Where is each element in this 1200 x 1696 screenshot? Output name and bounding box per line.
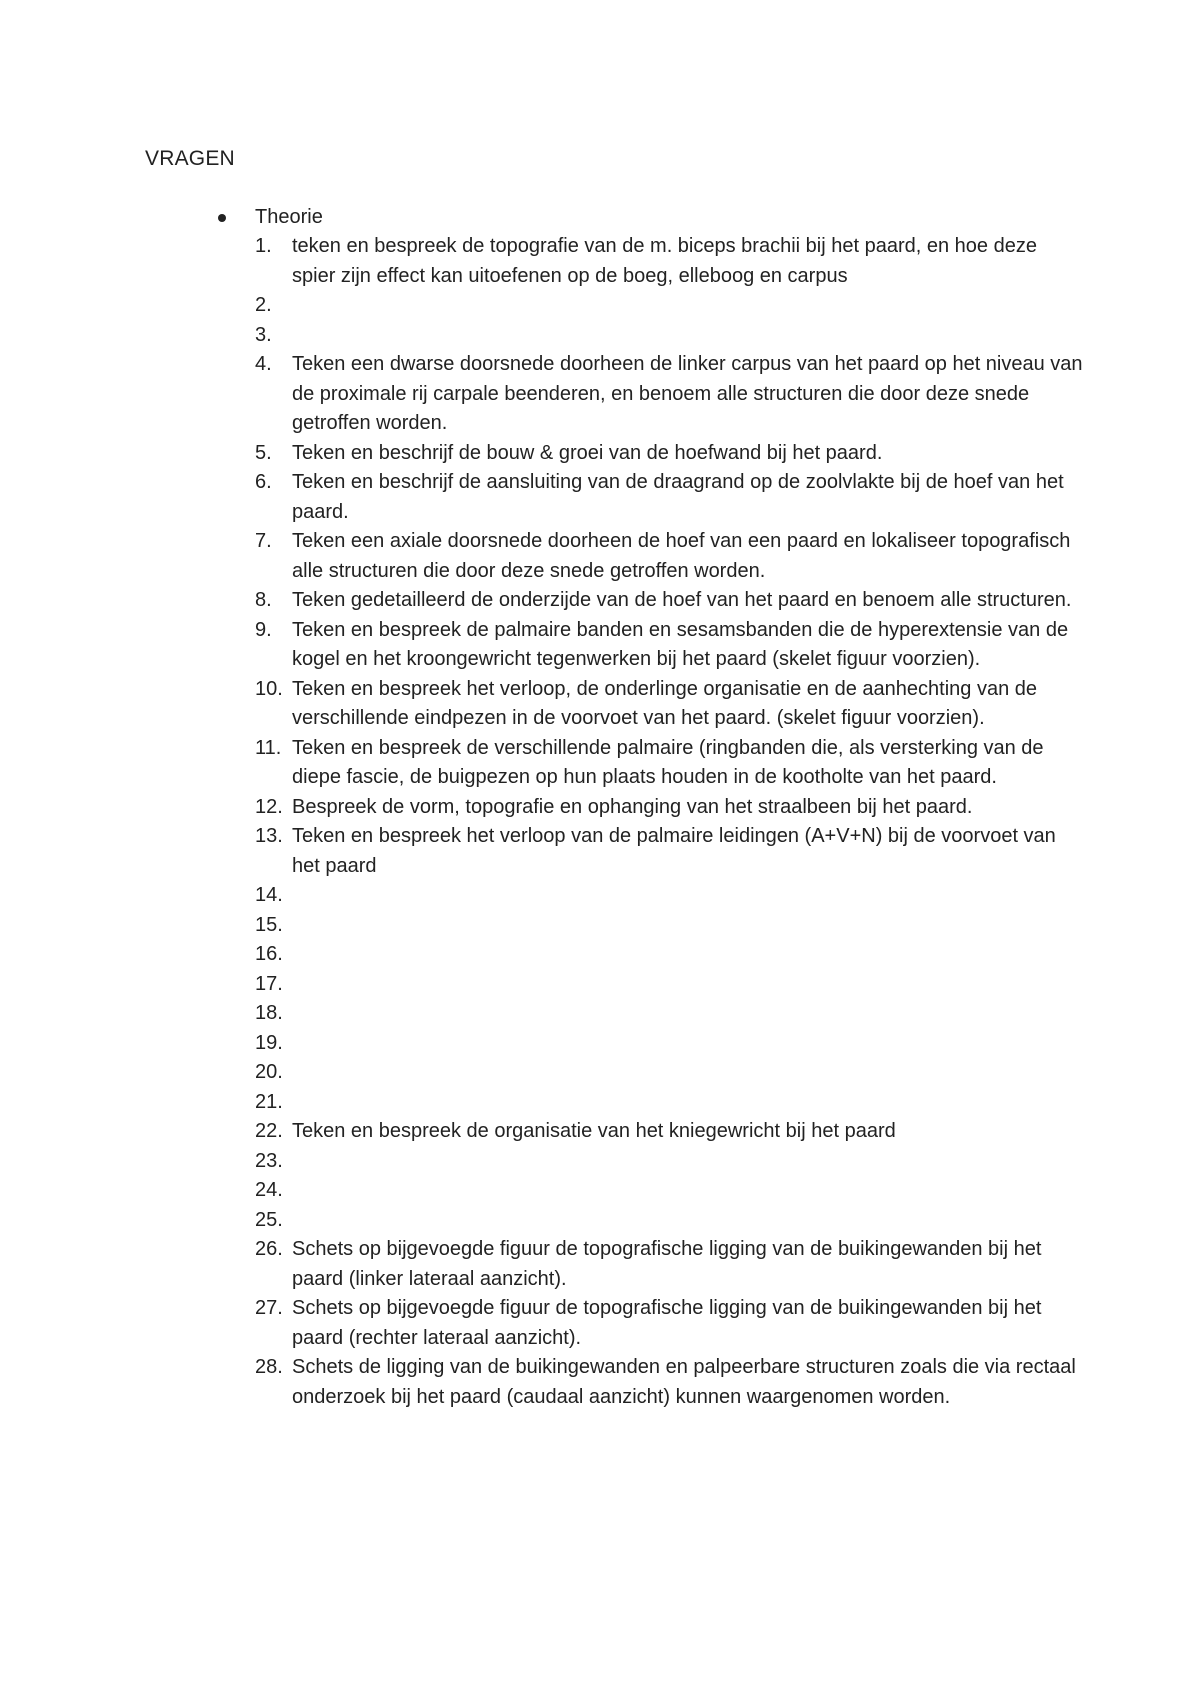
question-number: 26.	[255, 1238, 283, 1260]
question-number: 22.	[255, 1120, 283, 1142]
question-number: 13.	[255, 825, 283, 847]
question-number: 11.	[255, 736, 282, 759]
question-item	[255, 439, 1085, 469]
question-text: Teken gedetailleerd de onderzijde van de hoef van het paard en benoem alle structuren.	[292, 589, 1072, 611]
question-item	[255, 527, 1085, 586]
document-title: VRAGEN	[145, 147, 235, 170]
question-item	[255, 1235, 1085, 1294]
question-text: Teken een dwarse doorsnede doorheen de linker carpus van het paard op het niveau van de proximale rij carpale beenderen, en benoem alle structuren die door deze snede getroffen worden.	[292, 353, 1083, 434]
question-number: 15.	[255, 913, 283, 936]
question-item	[255, 1147, 1085, 1177]
question-item	[255, 616, 1085, 675]
question-number: 2.	[255, 294, 272, 316]
question-text: Bespreek de vorm, topografie en ophanging van het straalbeen bij het paard.	[292, 795, 973, 818]
question-item	[255, 822, 1085, 881]
question-text: Teken een axiale doorsnede doorheen de hoef van een paard en lokaliseer topografisch alle structuren die door deze snede getroffen worden.	[292, 530, 1071, 582]
question-item	[255, 675, 1085, 734]
question-item	[255, 940, 1085, 970]
question-number: 16.	[255, 943, 283, 965]
question-number: 7.	[255, 530, 272, 552]
question-item	[255, 232, 1085, 291]
question-item	[255, 1176, 1085, 1206]
question-item	[255, 321, 1085, 351]
question-text: Schets op bijgevoegde figuur de topografische ligging van de buikingewanden bij het paard (linker lateraal aanzicht).	[292, 1238, 1042, 1290]
question-item	[255, 291, 1085, 321]
question-text: Schets op bijgevoegde figuur de topografische ligging van de buikingewanden bij het paard (rechter lateraal aanzicht).	[292, 1297, 1042, 1349]
question-number: 14.	[255, 884, 283, 906]
question-item	[255, 970, 1085, 1000]
question-text: Teken en bespreek de verschillende palmaire (ringbanden die, als versterking van de diepe fascie, de buigpezen op hun plaats houden in de kootholte van het paard.	[292, 736, 1044, 788]
question-item	[255, 793, 1085, 823]
question-number: 20.	[255, 1061, 283, 1083]
question-number: 23.	[255, 1149, 283, 1172]
question-item	[255, 1058, 1085, 1088]
question-text: Teken en bespreek het verloop van de palmaire leidingen (A+V+N) bij de voorvoet van het paard	[292, 825, 1056, 877]
question-item	[255, 999, 1085, 1029]
question-item	[255, 911, 1085, 941]
question-text: Teken en beschrijf de bouw & groei van de hoefwand bij het paard.	[292, 441, 883, 464]
question-number: 5.	[255, 441, 272, 464]
question-number: 1.	[255, 235, 272, 257]
question-number: 18.	[255, 1002, 283, 1024]
question-number: 19.	[255, 1031, 283, 1054]
question-item	[255, 1206, 1085, 1236]
question-number: 25.	[255, 1208, 283, 1231]
question-number: 21.	[255, 1090, 283, 1113]
question-number: 27.	[255, 1297, 283, 1319]
question-item	[255, 1294, 1085, 1353]
question-item	[255, 1088, 1085, 1118]
question-item	[255, 1029, 1085, 1059]
question-item	[255, 1117, 1085, 1147]
question-text: Teken en bespreek de palmaire banden en sesamsbanden die de hyperextensie van de kogel en het kroongewricht tegenwerken bij het paard (skelet figuur voorzien).	[292, 618, 1069, 670]
question-number: 24.	[255, 1179, 283, 1201]
question-text: teken en bespreek de topografie van de m. biceps brachii bij het paard, en hoe deze spier zijn effect kan uitoefenen op de boeg, elleboog en carpus	[292, 235, 1037, 287]
question-number: 6.	[255, 471, 272, 493]
question-text: Teken en bespreek het verloop, de onderlinge organisatie en de aanhechting van de verschillende eindpezen in de voorvoet van het paard. (skelet figuur voorzien).	[292, 677, 1037, 729]
question-number: 28.	[255, 1356, 283, 1378]
question-number: 8.	[255, 589, 272, 611]
question-item	[255, 468, 1085, 527]
question-number: 4.	[255, 353, 272, 375]
question-list	[255, 232, 1085, 1412]
question-text: Schets de ligging van de buikingewanden en palpeerbare structuren zoals die via rectaal onderzoek bij het paard (caudaal aanzicht) kunnen waargenomen worden.	[292, 1356, 1076, 1408]
question-number: 17.	[255, 972, 283, 995]
question-item	[255, 586, 1085, 616]
section-bullet	[218, 203, 323, 232]
bullet-icon	[218, 214, 226, 222]
question-item	[255, 350, 1085, 439]
question-text: Teken en bespreek de organisatie van het kniegewricht bij het paard	[292, 1120, 896, 1142]
question-number: 10.	[255, 677, 283, 700]
question-number: 9.	[255, 618, 272, 641]
question-item	[255, 1353, 1085, 1412]
question-text: Teken en beschrijf de aansluiting van de draagrand op de zoolvlakte bij de hoef van het paard.	[292, 471, 1064, 523]
section-label: Theorie	[255, 206, 323, 228]
question-number: 3.	[255, 323, 272, 346]
question-number: 12.	[255, 795, 283, 818]
question-item	[255, 881, 1085, 911]
question-item	[255, 734, 1085, 793]
